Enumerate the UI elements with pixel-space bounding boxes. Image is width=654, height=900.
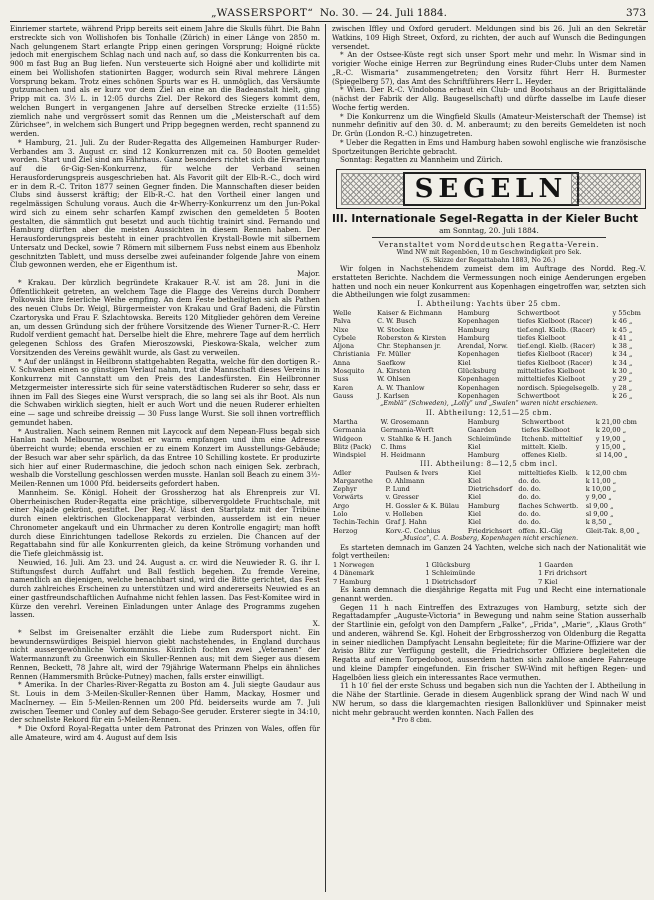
table-row xyxy=(332,342,646,350)
table-cell: C. Ihms xyxy=(380,442,407,451)
table-cell: do. do. xyxy=(518,493,541,502)
table-cell: 1 Fri drichsort xyxy=(538,569,587,578)
ems-report: * Ueber die Regatten in Ems und Hamburg haben sowohl englische wie französische Sportzeitungen Berichte gebracht. xyxy=(332,137,646,156)
column-divider xyxy=(325,24,326,892)
table-cell: Kopenhagen xyxy=(457,317,500,326)
table-cell: Kaiser & Eichmann xyxy=(377,309,443,317)
table-cell: O. Ahlmann xyxy=(385,476,425,485)
oxford-report: * Die Oxford Royal-Regatta unter dem Patronat des Prinzen von Wales, offen für alle Amateure, wird am 4. August auf dem Isis xyxy=(10,724,320,742)
table-cell: Saefkow xyxy=(377,358,406,367)
table-cell: mitteltiefes Kielboot xyxy=(517,367,586,376)
table-cell: Techin-Techin xyxy=(333,518,380,527)
table-row xyxy=(332,485,646,493)
table-cell: do. do. xyxy=(518,485,541,494)
table-cell: Margarethe xyxy=(333,476,373,485)
table-cell: k 45 „ xyxy=(612,325,633,334)
table-cell: Kopenhagen xyxy=(457,391,500,400)
table-cell: Schleimünde xyxy=(467,434,512,443)
table-cell: Gauss xyxy=(333,391,354,400)
table-cell: Martha xyxy=(333,418,358,427)
table-cell: k 26 „ xyxy=(612,391,633,400)
table-cell: sl 9,00 „ xyxy=(585,509,614,518)
table-cell: Korv.-C. Cochius xyxy=(385,526,441,535)
table-cell: v. Gresser xyxy=(385,493,419,502)
table-cell: k 38 „ xyxy=(612,342,633,351)
table-cell: Schwertboot xyxy=(521,418,565,427)
table-cell: J. Karlsen xyxy=(377,391,410,400)
table-cell: 1 Norwegen xyxy=(333,561,375,570)
table-cell: do. do. xyxy=(518,509,541,518)
table-cell: Suss xyxy=(333,375,349,384)
table-cell: Dietrichsdorf xyxy=(467,485,513,494)
table-cell: Blitz (Pack) xyxy=(333,442,372,451)
table-cell: tief.engl. Kielb. (Racer) xyxy=(517,342,596,351)
table-cell: k 41 „ xyxy=(612,333,633,342)
table-cell: Welle xyxy=(333,309,352,317)
divider xyxy=(372,237,606,238)
table-cell: C. W. Busch xyxy=(377,317,417,326)
zurich-report: Einriemer startete, während Pripp bereits seit einem Jahre die Skulls führt. Die Bahn erstreckte sich von Wollishofen bis Tonhalle (Zürich) in einer Länge von 2850 m. Nach gelungenem Start erlangte Pripp einen geringen Vorsprung; Hoigné rückte jedoch mit energischem Schlag nach und nach auf, so dass die Konkurrenten bis ca. 900 m fast Bug an Bug liefen. Nun versteuerte sich Hoigné aber und kollidirte mit einem bei Wollishofen stationirten Bagger, wodurch sein Rival mehrere Längen Vorsprung bekam. Trotz eines schönen Spurts war es H. unmöglich, das Versäumte gutzumachen und als er kurz vor dem Ziel an eine an die Badeanstalt hielt, ging Pripp mit ca. 3½ L. in 12:05 durchs Ziel. Der Rekord des Siegers kommt dem, welchen Bungert in vergangenen Jahre auf derselben Strecke erzielte (11:55) ziemlich nahe und vergrössert somit das Rennen um die „Meisterschaft auf dem Zürichsee“, in welchem sich Bungert und Pripp begegnen werden, recht spannend zu werden. xyxy=(10,25,320,138)
table-cell: Zephyr xyxy=(333,485,357,494)
table-row xyxy=(332,561,646,569)
table-cell: Glücksburg xyxy=(457,367,497,376)
table-row xyxy=(332,359,646,367)
table-cell: Kiel xyxy=(467,518,481,527)
table-cell: 1 Gaarden xyxy=(538,561,574,570)
issue-line: No. 30. — 24. Juli 1884. xyxy=(319,7,447,19)
table-cell: Palva xyxy=(333,317,351,326)
table-cell: v. Stahlke & H. Janch xyxy=(380,434,452,443)
table-cell: Kiel xyxy=(467,493,481,502)
table-cell: P. Lund xyxy=(385,485,410,494)
sketch-reference: (S. Skizze der Regattabahn 1883, No 26.) xyxy=(422,257,556,264)
table-cell: Hamburg xyxy=(467,418,500,427)
table-row xyxy=(332,527,646,535)
america-report: * Amerika. In der Charles-River-Regatta zu Boston am 4. Juli siegte Gaudaur aus St. Louis in dem 3-Meilen-Skuller-Rennen über Hamm, Mackay, Hosmer und MacInerney. — Ein 5-Meilen-Rennen um 200 Pfd. beiderseits wurde am 7. Juli zwischen Teemer und Conley auf dem Sebago-See geruder. Ersterer siegte in 34:10, der schnellste Rekord für ein 5-Meilen-Rennen. xyxy=(10,680,320,725)
table-row xyxy=(332,510,646,518)
organizer-line: Veranstaltet vom Norddeutschen Regatta-Verein. xyxy=(378,240,600,249)
table-cell: Aljona xyxy=(333,342,355,351)
table-row xyxy=(332,392,646,400)
class-heading-2: II. Abtheilung: 12,51—25 cbm. xyxy=(425,409,553,418)
article-headline: III. Internationale Segel-Regatta in der Kieler Bucht xyxy=(332,213,639,225)
nationality-table xyxy=(332,561,646,586)
entries-table-3 xyxy=(332,469,646,535)
masthead xyxy=(10,6,648,20)
table-row xyxy=(332,309,646,317)
table-row xyxy=(332,502,646,510)
signature-x: X. xyxy=(312,619,320,628)
table-cell: offenes Kielb. xyxy=(521,451,568,460)
table-cell: mitteltiefes Kielboot xyxy=(517,375,586,384)
table-cell: Gaarden xyxy=(467,426,497,435)
table-cell: Kopenhagen xyxy=(457,350,500,359)
table-cell: tief.engl. Kielb. (Racer) xyxy=(517,325,596,334)
table-cell: 7 Kiel xyxy=(538,577,558,586)
table-cell: Kopenhagen xyxy=(457,375,500,384)
table-cell: A. Kirsten xyxy=(377,367,411,376)
krakau-report: * Krakau. Der kürzlich begründete Krakauer R.-V. ist am 28. Juni in die Öffentlichkeit getreten, an welchem Tage die Flagge des Vereins durch Domherr Polkowski ihre feierliche Weihe empfing. An dem Feste betheiligten sich als Pathen des neuen Clubs Dr. Weigl, Bürgermeister von Krakau und Graf Badeni, die Fürstin Czartoryska und Frau F. Szlachtowska. Bereits 120 Mitglieder gehören dem Vereine an, um dessen Gründung sich der frühere Vorsitzende des Wiener Turner-R.-C. Herr Rudolf verdient gemacht hat. Derselbe hielt die Ehre, mehrere Tage auf dem herrlich gelegenen Schloss des Grafen Mieroszowski, Pieskowa-Skala, welcher zum Vorsitzenden des Vereins gewählt wurde, als Gast zu verweilen. xyxy=(10,277,320,357)
table-cell: Windspiel xyxy=(333,451,366,460)
table-cell: Hamburg xyxy=(457,309,490,317)
right-column xyxy=(332,25,646,891)
table-cell: do. do. xyxy=(518,476,541,485)
table-cell: Vorwärts xyxy=(333,493,364,502)
table-cell: Kiel xyxy=(457,358,471,367)
table-cell: Hamburg xyxy=(467,451,500,460)
absent-note-1: „Emblä“ (Schweden), „Lolly“ und „Swalen“ waren nicht erschienen. xyxy=(380,400,598,408)
left-column xyxy=(10,25,320,891)
class-heading-3: III. Abtheilung: 8—12,5 cbm incl. xyxy=(420,459,558,468)
table-cell: H. Heidmann xyxy=(380,451,426,460)
table-row xyxy=(332,493,646,501)
table-cell: tiefes Kielboot xyxy=(521,426,570,435)
page-number: 373 xyxy=(625,7,646,19)
table-cell: y 15,00 „ xyxy=(595,442,626,451)
neuwied-report: Neuwied, 16. Juli. Am 23. und 24. August a. cr. wird die Neuwieder R. G. ihr I. Stiftungsfest durch Auffahrt und Ball festlich begehen. Zu fremde Vereine, namentlich an diejenigen, welche benachbart sind, wird die Bitte gerichtet, das Fest durch zahlreiches Erscheinen zu unterstützen und wird andererseits Neuwied es an einer gastfreundschaftlichen Aufnahme nicht fehlen lassen. Das Fest-Komitee wird in Kürze den verehrl. Vereinen Einladungen unter Anlage des Programms zugehen lassen. xyxy=(10,557,320,620)
table-row xyxy=(332,435,646,443)
table-row xyxy=(332,384,646,392)
table-cell: offen. Kl.-Gig xyxy=(518,526,563,535)
table-cell: k 8,50 „ xyxy=(585,518,612,527)
table-cell: sl 14,00 „ xyxy=(595,451,628,460)
wien-report: * Wien. Der R.-C. Vindobona erbaut ein Club- und Bootshaus an der Brigittalände (nächst der Fabrik der Allg. Baugesellschaft) und dürfte dasselbe im Laufe dieser Woche fertig werden. xyxy=(332,85,646,112)
table-cell: Chr. Stephansen jr. xyxy=(377,342,441,351)
page-header xyxy=(10,6,648,20)
table-cell: Mosquito xyxy=(333,367,365,376)
table-cell: tiefes Kielboot xyxy=(517,333,566,342)
table-cell: y 55cbm xyxy=(612,309,641,317)
sunday-schedule: Sonntag: Regatten zu Mannheim und Zürich. xyxy=(340,155,503,165)
table-cell: flaches Schwertb. xyxy=(518,501,579,510)
table-row xyxy=(332,426,646,434)
absent-note-2: „Musica“, C. A. Bosberg, Kopenhagen nicht erschienen. xyxy=(399,534,579,542)
table-cell: tiefes Kielboot (Racer) xyxy=(517,350,593,359)
table-cell: y 19,00 „ xyxy=(595,434,626,443)
table-cell: H. Gossler & K. Bülau xyxy=(385,501,460,510)
table-cell: Karen xyxy=(333,383,354,392)
section-title: SEGELN xyxy=(403,172,580,206)
table-cell: Cybele xyxy=(333,333,356,342)
table-cell: tiefes Kielboot (Racer) xyxy=(517,317,593,326)
table-cell: Schwertboot xyxy=(517,309,560,317)
table-row xyxy=(332,518,646,526)
table-row xyxy=(332,477,646,485)
table-cell: y 28 „ xyxy=(612,383,633,392)
table-cell: Schwertboot xyxy=(517,391,560,400)
table-cell: 1 Glücksburg xyxy=(425,561,471,570)
table-cell: 7 Hamburg xyxy=(333,577,372,586)
table-cell: Paulsen & Ivers xyxy=(385,468,439,477)
table-cell: k 21,00 cbm xyxy=(595,418,637,427)
table-cell: W. Stocken xyxy=(377,325,414,334)
mannheim-report: Mannheim. Se. Königl. Hoheit der Grossherzog hat als Ehrenpreis zur VI. Oberrheinischen Ruder-Regatta eine prächtige, silbervergoldete Fruchtschale, mit einer Najade gekrönt, gestiftet. Der Reg.-V. lässt den Startplatz mit der Tribüne durch einen elektrischen Glockenapparat verbinden, ausserdem ist ein neuer Chronometer angekauft und ein Uhrmacher zu deren Kontrolle engagirt; man hofft durch diese Einrichtungen tadellose Rekords zu erzielen. Die Chancen auf der Regattabahn sind für alle Konkurrenten gleich, da keine Strömung vorhanden und die Tiefe gleichmässig ist. xyxy=(10,487,320,558)
table-cell: Gleit-Tak. 8,00 „ xyxy=(585,526,640,535)
table-cell: Kopenhagen xyxy=(457,383,500,392)
table-row xyxy=(332,569,646,577)
table-cell: Kiel xyxy=(467,442,481,451)
departure-paragraph: Gegen 11 h nach Eintreffen des Extrazuges von Hamburg, setzte sich der Regattadampfer „Auguste-Victoria“ in Bewegung und nahm seine Station ausserhalb der Startlinie ein, gefolgt von den Dampfern „Falke“, „Frida“, „Marie“, „Klaus Groth“ und anderen, während Se. Kgl. Hoheit der Erbgrossherzog von Oldenburg die Regatta in seiner niedlichen Dampfyacht Lensahn begleitete; für die Marine-Offiziere war der Avisio Blitz zur Verfügung gestellt, die Friedrichsorter Offiziere begleiteten die Regatta auf einem Torpedoboot, ausserdem hatten sich zahllose andere Fahrzeuge und kleine Dampfer eingefunden. Ein frischer SW-Wind mit heftigen Regen- und Hagelböen liess gleich ein interessantes Race vermuthen. xyxy=(332,602,646,682)
table-cell: sl 9,00 „ xyxy=(585,501,614,510)
table-cell: do. do. xyxy=(518,518,541,527)
table-cell: Arendal, Norw. xyxy=(457,342,509,351)
table-cell: Argo xyxy=(333,501,350,510)
table-row xyxy=(332,367,646,375)
table-cell: k 11,00 „ xyxy=(585,476,617,485)
table-cell: k 34 „ xyxy=(612,350,633,359)
veterans-report: * Selbst im Greisenalter erzählt die Liebe zum Rudersport nicht. Ein bewundernswürdiges Beispiel hiervon giebt nachstehendes, in England durchaus nicht aussergewöhnliche Vorkommniss. Kürzlich fochten zwei „Veteranen“ der Watermannzunft zu Greenwich ein Skuller-Rennen aus; mit dem Sieger aus diesem Rennen, Beckett, 78 Jahre alt, wird der 79jährige Watermann Phelps ein ähnliches Rennen (Hammersmith Brücke-Putney) machen, falls erster einwilligt. xyxy=(10,627,320,681)
heilbronn-report: * Auf der unlängst in Heilbronn stattgehabten Regatta, welche für den dortigen R.-V. Schwaben einen so günstigen Verlauf nahm, trat die Mannschaft dieses Vereins in Konkurrenz mit Cannstatt um den Preis des Landesfürsten. Ein Heilbronner Metzgermeister interessirte sich für seine vaterstädtischen Ruderer so sehr, dass er ihnen im Fall des Sieges eine Wurst versprach, die so lang sei als ihr Boot. Als nun die Schwaben wirklich siegten, hielt er auch Wort und die neuen Ruderer erhielten eine — sage und schreibe dreissig — 30 Fuss lange Wurst. Sie soll ihnen vortrefflich gemundet haben. xyxy=(10,356,320,427)
hamburg-report: * Hamburg, 21. Juli. Zu der Ruder-Regatta des Allgemeinen Hamburger Ruder-Verbandes am 3. August cr. sind 12 Konkurrenzen mit ca. 50 Booten gemeldet worden. Start und Ziel sind am Fährhaus. Ganz besonders richtet sich die Erwartung auf die 6r-Gig-Sen-Konkurrenz, für welche der Verband seinen Herausforderungspreis ausgeschrieben hat. Als Favorit gilt der Elb-R.-C., doch wird er in dem R.-C. Triton 1877 seinen Gegner finden. Die Mannschaften dieser beiden Clubs sind äusserst kräftig; der Elb-R.-C. hat den Vortheil einer langen und regelmässigen Schulung voraus. Auch die 4r-Wherry-Konkurrenz um den Jun-Pokal wird sich zu einem sehr scharfen Kampf zwischen den gemeldeten 5 Booten gestalten, die sämmtlich gut besetzt und auch tüchtig trainirt sind. Fernando und Hamburg dürften aber die meisten Aussichten in diesem Rennen haben. Der Herausforderungspreis besteht in einer prachtvollen Krystall-Bowle mit silbernem Untersatz und Deckel, sowie 7 Römern mit silbernem Fuss nebst einem aus Ebenholz geschnitzten Tablett, und muss derselbe zwei aufeinander folgende Jahre von einem Club gewonnen werden, ehe er Eigenthum ist. xyxy=(10,137,320,270)
table-cell: Itchenb. mitteltief xyxy=(521,434,583,443)
article-date: am Sonntag, 20. Juli 1884. xyxy=(439,226,539,235)
intro-paragraph: Wir folgen in Nachstehendem zumeist dem im Auftrage des Nordd. Reg.-V. erstatteten Berichte. Nachdem die Vermessungen noch einige Aenderungen ergeben hatten und noch ein neuer Konkurrent aus Kopenhagen eingetroffen war, setzten sich die Abtheilungen wie folgt zusammen: xyxy=(332,264,646,300)
section-banner xyxy=(336,169,646,209)
ornament-right xyxy=(571,173,641,205)
signature-major: Major. xyxy=(297,269,320,278)
footnote: * Pro 8 cbm. xyxy=(392,717,432,725)
ostsee-report: * An der Ostsee-Küste regt sich unser Sport mehr und mehr. In Wismar sind in vorigier Woche einige Herren zur Begründung eines Ruder-Clubs unter dem Namen „R.-C. Wismaria“ zusammengetreten; den Vorsitz führt Herr H. Burmester (Spiegelberg 57), das Amt des Schriftführers Herr L. Heyder. xyxy=(332,50,646,86)
table-cell: A. W. Thanlow xyxy=(377,383,425,392)
table-cell: k 30 „ xyxy=(612,367,633,376)
entries-table-2 xyxy=(332,418,646,459)
table-cell: Friedrichsort xyxy=(467,526,513,535)
table-cell: W. Grosemann xyxy=(380,418,429,427)
table-cell: k 34 „ xyxy=(612,358,633,367)
table-cell: Hamburg xyxy=(457,333,490,342)
table-row xyxy=(332,326,646,334)
table-cell: Christiania xyxy=(333,350,370,359)
start-paragraph: 11 h 10′ fiel der erste Schuss und begaben sich nun die Yachten der I. Abtheilung in die Nähe der Startlinie. Gerade in diesem Augenblick sprang der Wind nach W und NW herum, so dass die klargemachten riesigen Ballonklüver und Spinnaker meist nicht mehr gebraucht werden konnten. Nach Fallen des xyxy=(332,681,646,717)
table-cell: Hamburg xyxy=(467,501,500,510)
australia-report: * Australien. Nach seinem Rennen mit Laycock auf dem Nepean-Fluss begab sich Hanlan nach Melbourne, woselbst er warm empfangen und ihm eine Adresse überreicht wurde; ebenda erschien er zu einem Konzert im Ausstellungs-Gebäude; der Besuch war aber sehr spärlich, da das Entree 10 Schilling kostete. Er produzirte sich hier auf einer Rudermaschine, die jedoch schon nach einigen Sek. zerbrach, weshalb die Vorstellung geschlossen werden musste. Hanlan soll Beach zu einem 3½-Meilen-Rennen um 1000 Pfd. beiderseits gefordert haben. xyxy=(10,426,320,488)
table-cell: Roberston & Kirsten xyxy=(377,333,447,342)
table-cell: k 46 „ xyxy=(612,317,633,326)
table-cell: Nixe xyxy=(333,325,349,334)
masthead-title: „WASSERSPORT“ xyxy=(211,7,314,19)
table-cell: tiefes Kielboot (Racer) xyxy=(517,358,593,367)
table-cell: 1 Schleimünde xyxy=(425,569,476,578)
table-cell: Fr. Müller xyxy=(377,350,411,359)
table-row xyxy=(332,469,646,477)
table-cell: Adler xyxy=(333,468,352,477)
table-cell: W. Ohlsen xyxy=(377,375,411,384)
table-row xyxy=(332,350,646,358)
table-cell: Anna xyxy=(333,358,351,367)
table-row xyxy=(332,375,646,383)
table-cell: k 10,00 „ xyxy=(585,485,617,494)
table-cell: Graf J. Hahn xyxy=(385,518,427,527)
table-row xyxy=(332,443,646,451)
international-paragraph: Es kann demnach die diesjährige Regatta mit Fug und Recht eine internationale genannt werden. xyxy=(332,585,646,603)
table-cell: k 20,00 „ xyxy=(595,426,627,435)
oxford-continued: zwischen Iffley und Oxford gerudert. Meldungen sind bis 26. Juli an den Sekretär Watkins, 109 High Street, Oxford, zu richten, der auch auf Wunsch die Bedingungen versendet. xyxy=(332,25,646,51)
table-cell: Germania-Werft xyxy=(380,426,434,435)
wingfield-report: * Die Konkurrenz um die Wingfield Skulls (Amateur-Meisterschaft der Themse) ist nunmehr definitiv auf den 30. d. M. anberaumt; zu den bereits Gemeldeten ist noch Dr. Grün (London R.-C.) hinzugetreten. xyxy=(332,111,646,138)
entries-table-1 xyxy=(332,309,646,400)
table-row xyxy=(332,317,646,325)
table-cell: Widgeon xyxy=(333,434,363,443)
table-cell: v. Holleben xyxy=(385,509,423,518)
table-cell: Kiel xyxy=(467,509,481,518)
table-cell: k 12,00 cbm xyxy=(585,468,627,477)
table-cell: mittelt. Kielb. xyxy=(521,442,568,451)
wind-line: Wind NW mit Regenböen, 10 m Geschwindigkeit pro Sek. xyxy=(396,249,582,256)
table-cell: nordisch. Spiegelsegelb. xyxy=(517,383,600,392)
table-cell: Kiel xyxy=(467,476,481,485)
table-cell: Hamburg xyxy=(457,325,490,334)
table-cell: Germania xyxy=(333,426,366,435)
header-rule xyxy=(10,21,648,22)
table-row xyxy=(332,334,646,342)
table-cell: mitteltiefes Kielb. xyxy=(518,468,578,477)
table-cell: Kiel xyxy=(467,468,481,477)
table-row xyxy=(332,451,646,459)
newspaper-page xyxy=(10,6,648,894)
ornament-left xyxy=(341,173,411,205)
table-cell: Lolo xyxy=(333,509,348,518)
table-row xyxy=(332,418,646,426)
table-cell: 4 Dänemark xyxy=(333,569,374,578)
table-cell: y 29 „ xyxy=(612,375,633,384)
table-cell: 1 Dietrichsdorf xyxy=(425,577,476,586)
class-heading-1: I. Abtheilung: Yachts über 25 cbm. xyxy=(417,300,561,308)
table-cell: y 9,00 „ xyxy=(585,493,612,502)
table-cell: Herzog xyxy=(333,526,358,535)
starters-paragraph: Es starteten demnach im Ganzen 24 Yachten, welche sich nach der Nationalität wie folgt vertheilen: xyxy=(332,542,646,561)
